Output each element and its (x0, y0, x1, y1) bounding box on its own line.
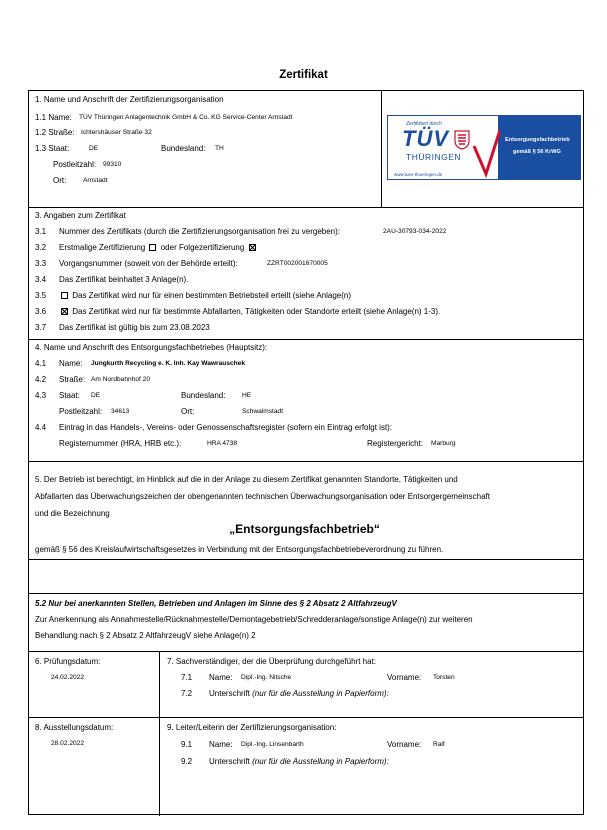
business-unit-checkbox[interactable] (61, 292, 68, 299)
org-city-value: Arnstadt (83, 177, 108, 184)
process-number: ZZRT002001670005 (267, 260, 328, 267)
company-zip: 34613 (111, 408, 130, 415)
expert-first-name: Torsten (433, 674, 455, 681)
org-land-value: TH (215, 145, 224, 152)
company-land: HE (242, 392, 252, 399)
section-52-heading: 5.2 Nur bei anerkannten Stellen, Betrieben und Anlagen im Sinne des § 2 Absatz 2 AltfahrzeugV (35, 599, 397, 608)
follow-up-certification-checkbox[interactable] (249, 244, 256, 251)
head-first-name: Ralf (433, 741, 445, 748)
lion-crest-icon (454, 130, 470, 150)
tuev-brand: TÜV (402, 126, 449, 151)
company-city: Schwalmstadt (242, 408, 284, 415)
org-zip-value: 99310 (103, 161, 122, 168)
validity-date: Das Zertifikat ist gültig bis zum 23.08.2023 (59, 323, 210, 332)
company-name: Jungkurth Recycling e. K. Inh. Kay Wawrauschek (91, 360, 246, 367)
inspection-date: 24.02.2022 (51, 674, 85, 681)
page-title: Zertifikat (279, 69, 328, 81)
section-1-heading: 1. Name und Anschrift der Zertifizierungsorganisation (35, 95, 224, 104)
tuev-logo: Zertifiziert durch TÜV THÜRINGEN www.tuev-thueringen.de Entsorgungsfachbetrieb gemäß § 56 KrWG (387, 115, 581, 180)
issue-date: 28.02.2022 (51, 740, 85, 747)
company-state: DE (91, 392, 101, 399)
org-state-label: 1.3 Staat: (35, 144, 70, 153)
expert-name: Dipl.-Ing. Nitsche (241, 674, 292, 681)
check-mark-icon (472, 128, 500, 180)
head-name: Dipl.-Ing. Linsenbarth (241, 741, 304, 748)
certificate-number: 2AU-30793-034-2022 (383, 228, 447, 235)
designation-heading: „Entsorgungsfachbetrieb“ (229, 522, 380, 536)
org-city-label: Ort: (53, 176, 67, 185)
org-land-label: Bundesland: (161, 144, 206, 153)
tuev-region: THÜRINGEN (406, 152, 462, 162)
org-state-value: DE (89, 145, 99, 152)
register-court: Marburg (431, 440, 456, 447)
section-3-heading: 3. Angaben zum Zertifikat (35, 211, 126, 220)
org-name-value: TÜV Thüringen Anlagentechnik GmbH & Co. KG Service-Center Arnstadt (79, 114, 293, 121)
certificate-form: 1. Name und Anschrift der Zertifizierungsorganisation 1.1 Name: TÜV Thüringen Anlagentechnik GmbH & Co. KG Service-Center Arnstadt 1.2 Straße: Ichtershäuser Straße 32 1.3 Staat: DE Bundesland: TH Postleitzahl: 99310 Ort: Arnstadt Zertifiziert durch TÜV THÜRINGEN www.tuev-thueringen.de Entsorgungsfachbetrieb gemäß § 56 KrWG 3. Angaben zum Zertifikat 3.1 Nummer des Zertifikats (durch die Zertifizierungsorganisation frei zu vergeben): 2AU-30793-034-2022 3.2 Erstmalige Zertifizierung oder Folgezertifizierung 3.3 Vorgangsnummer (soweit von der Behörde erteilt): ZZRT002001670005 3.4 Das Zertifikat beinhaltet 3 Anlage(n). 3.5 Das Zertifikat wird nur für einen bestimmten Betriebsteil erteilt (siehe Anlage(n) 3.6 Das Zertifikat wird nur für bestimmte Abfallarten, Tätigkeiten oder Standorte erteilt (siehe Anlage(n) 1-3). 3.7 Das Zertifikat ist gültig bis zum 23.08.2023 4. Name und Anschrift des Entsorgungsfachbetriebes (Hauptsitz): 4.1 Name: Jungkurth Recycling e. K. Inh. Kay Wawrauschek 4.2 Straße: Am Nordbahnhof 20 4.3 Staat: DE Bundesland: HE Postleitzahl: 34613 Ort: Schwalmstadt 4.4 Eintrag in das Handels-, Vereins- oder Genossenschaftsregister (sofern ein Eintrag erfolgt ist): Registernummer (HRA, HRB etc.): HRA 4738 Registergericht: Marburg 5. Der Betrieb ist berechtigt, im Hinblick auf die in der Anlage zu diesem Zertifikat genannten Standorte, Tätigkeiten und Abfallarten das Überwachungszeichen der obengenannten technischen Überwachungsorganisation oder Entsorgergemeinschaft und die Bezeichnung „Entsorgungsfachbetrieb“ gemäß § 56 des Kreislaufwirtschaftsgesetzes in Verbindung mit der Entsorgungsfachbetriebeverordnung zu führen. 5.2 Nur bei anerkannten Stellen, Betrieben und Anlagen im Sinne des § 2 Absatz 2 AltfahrzeugV Zur Anerkennung als Annahmestelle/Rücknahmestelle/Demontagebetrieb/Schredderanlage/sonstige Anlage(n) zur weiteren Behandlung nach § 2 Absatz 2 AltfahrzeugV siehe Anlage(n) 2 6. Prüfungsdatum: 24.02.2022 7. Sachverständiger, der die Überprüfung durchgeführt hat: 7.1 Name: Dipl.-Ing. Nitsche Vorname: Torsten 7.2 Unterschrift (nur für die Ausstellung in Papierform): 8. Ausstellungsdatum: 28.02.2022 9. Leiter/Leiterin der Zertifizierungsorganisation: 9.1 Name: Dipl.-Ing. Linsenbarth Vorname: Ralf 9.2 Unterschrift (nur für die Ausstellung in Papierform): (28, 90, 584, 815)
waste-types-checkbox[interactable] (61, 308, 68, 315)
org-name-label: 1.1 Name: (35, 113, 72, 122)
org-zip-label: Postleitzahl: (53, 160, 97, 169)
org-street-label: 1.2 Straße: (35, 128, 75, 137)
company-street: Am Nordbahnhof 20 (91, 376, 151, 383)
initial-certification-checkbox[interactable] (149, 244, 156, 251)
org-street-value: Ichtershäuser Straße 32 (81, 129, 152, 136)
section-4-heading: 4. Name und Anschrift des Entsorgungsfachbetriebes (Hauptsitz): (35, 343, 268, 352)
register-number: HRA 4738 (207, 440, 238, 447)
